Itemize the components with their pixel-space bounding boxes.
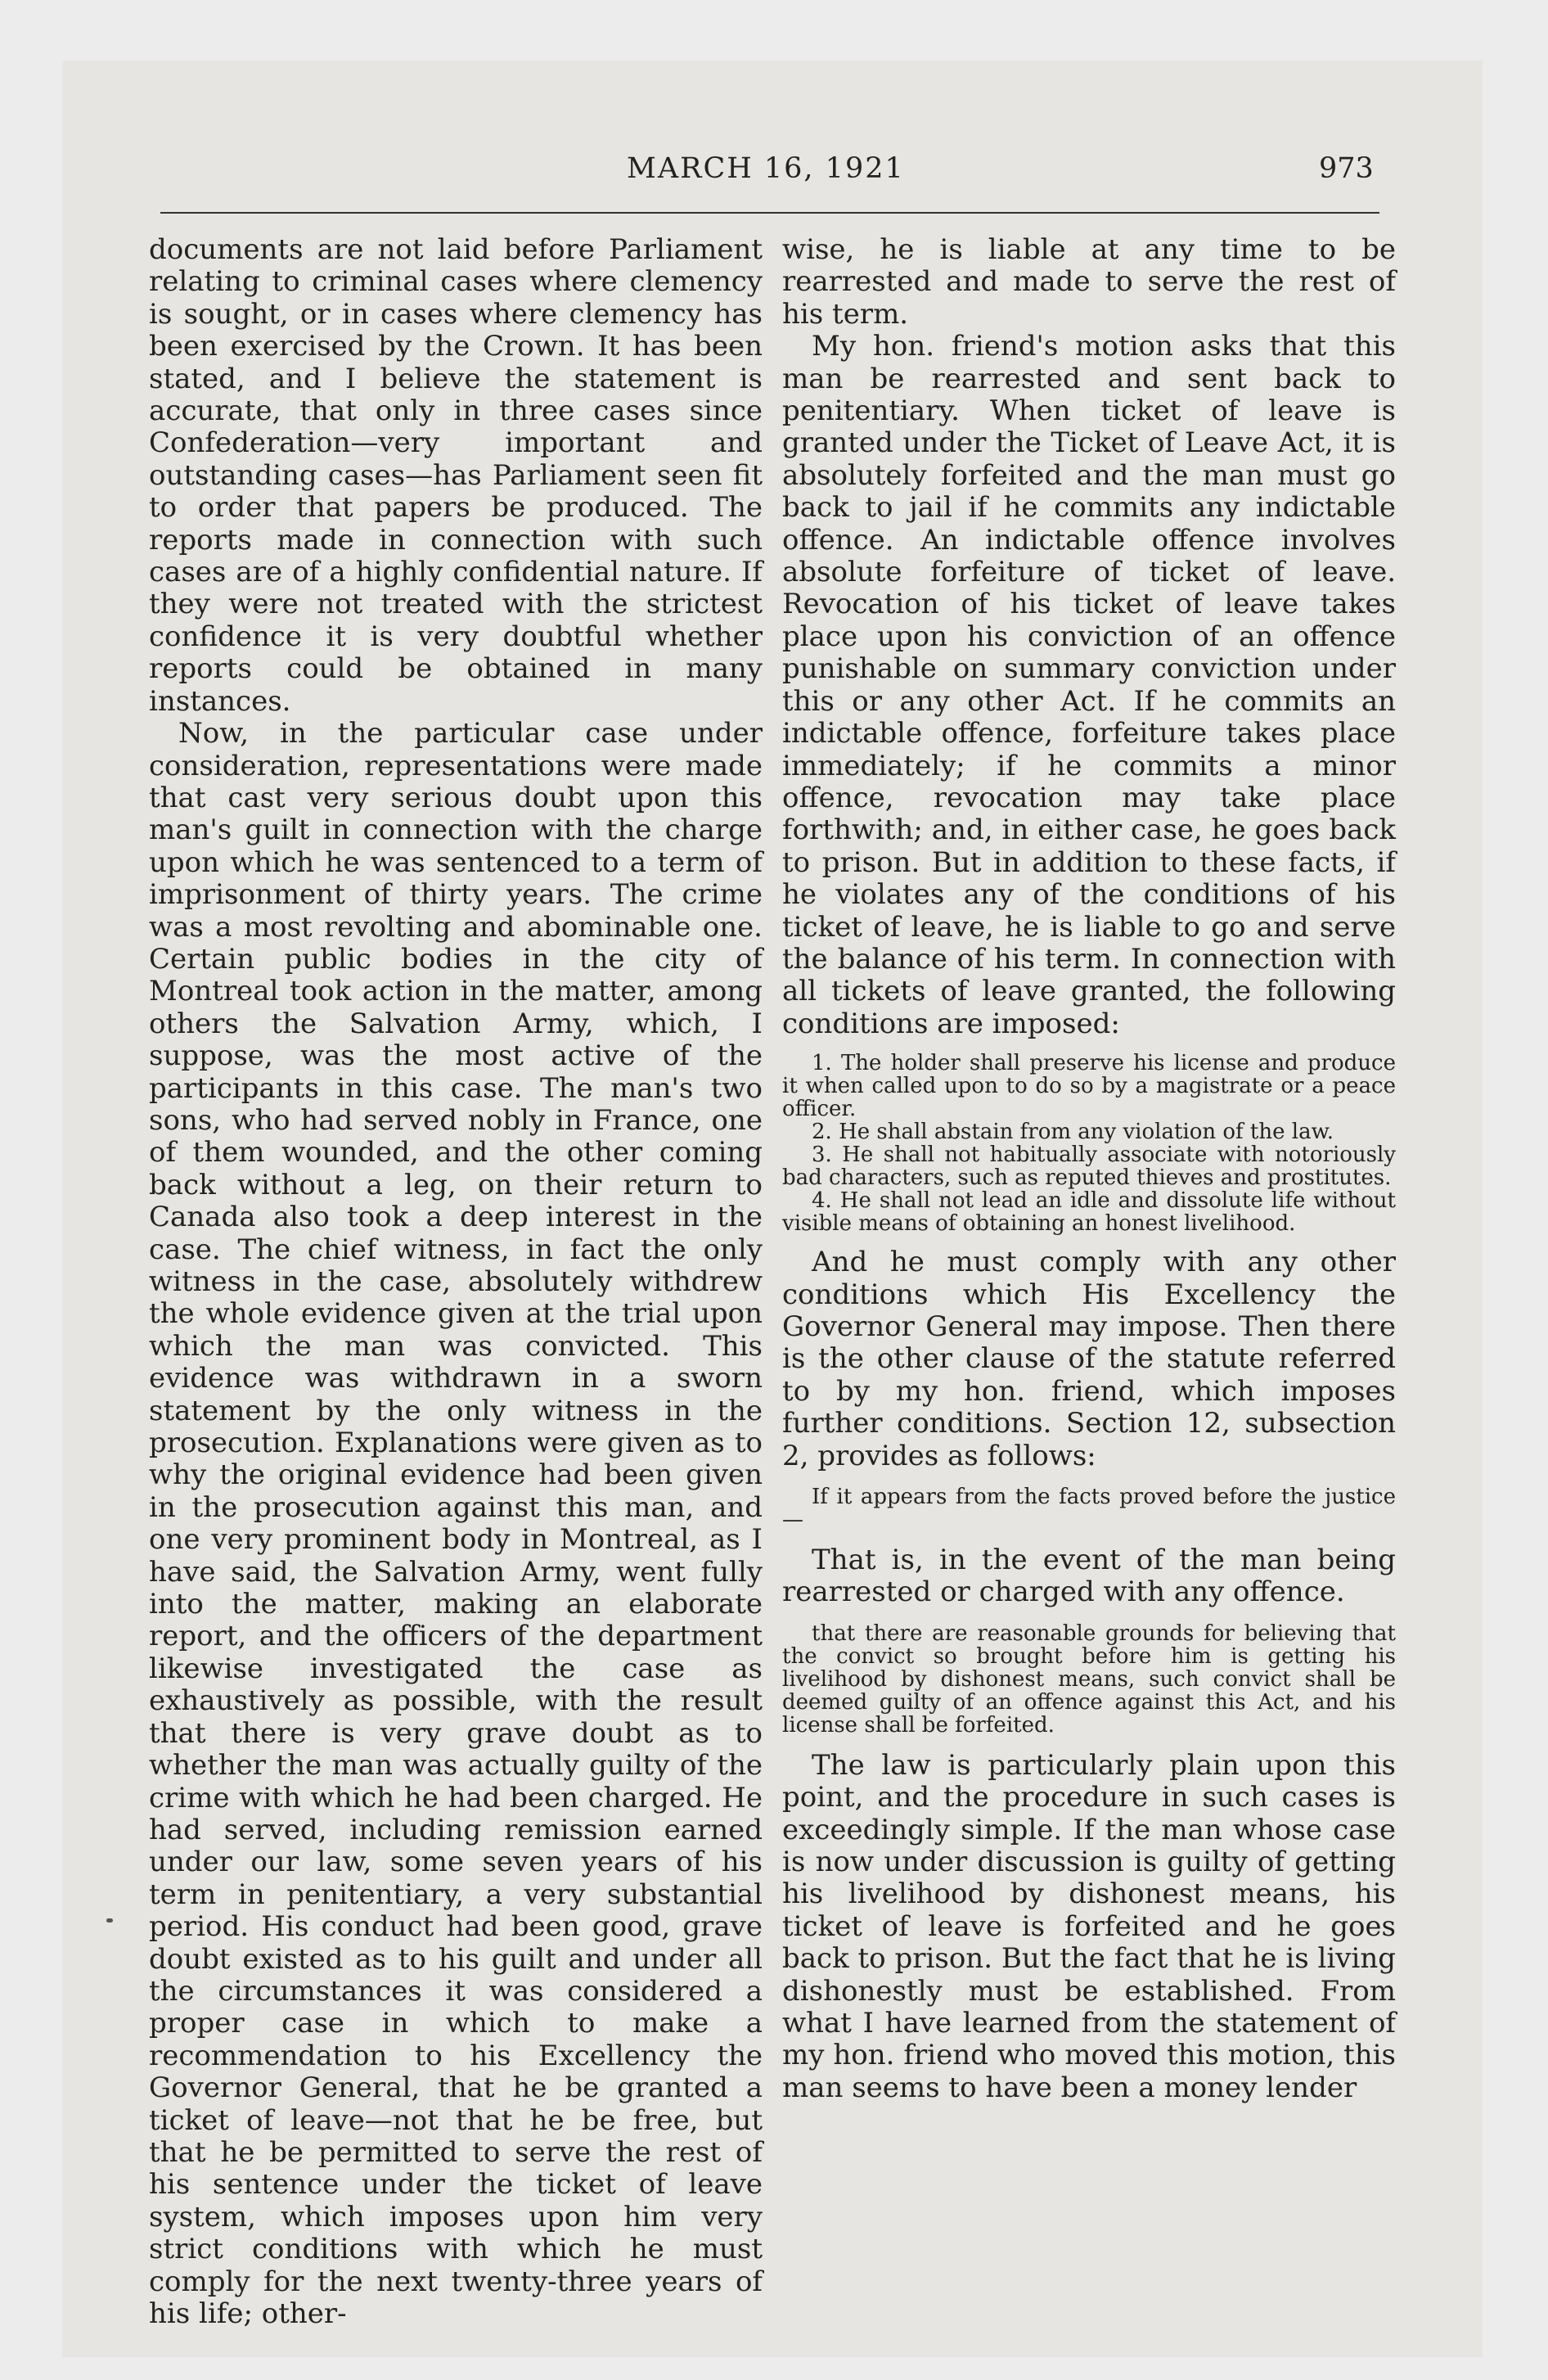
condition-item: 3. He shall not habitually associate with notoriously bad characters, such as reputed thieves and prostitutes. [782, 1143, 1396, 1191]
statute-quote-1: If it appears from the facts proved before the justice— [782, 1485, 1396, 1532]
page-number: 973 [1319, 152, 1374, 185]
right-paragraph-4: That is, in the event of the man being rearrested or charged with any offence. [782, 1544, 1396, 1609]
statute-quote-2: that there are reasonable grounds for believing that the convict so brought before him is getting his livelihood by dishonest means, such convict shall be deemed guilty of an offence against this Act, and his license shall be forfeited. [782, 1620, 1396, 1738]
condition-item: 4. He shall not lead an idle and dissolute life without visible means of obtaining an honest livelihood. [782, 1188, 1396, 1237]
left-paragraph-2: Now, in the particular case under consideration, representations were made that cast very serious doubt upon this man's guilt in connection with the charge upon which he was sentenced to a term of imprisonment of thirty years. The crime was a most revolting and abominable one. Certain public bodies in the city of Montreal took action in the matter, among others the Salvation Army, which, I suppose, was the most active of the participants in this case. The man's two sons, who had served nobly in France, one of them wounded, and the other coming back without a leg, on their return to Canada also took a deep interest in the case. The chief witness, in fact the only witness in the case, absolutely withdrew the whole evidence given at the trial upon which the man was convicted. This evidence was withdrawn in a sworn statement by the only witness in the prosecution. Explanations were given as to why the original evidence had been given in the prosecution against this man, and one very prominent body in Montreal, as I have said, the Salvation Army, went fully into the matter, making an elaborate report, and the officers of the department likewise investigated the case as exhaustively as possible, with the result that there is very grave doubt as to whether the man was actually guilty of the crime with which he had been charged. He had served, including remission earned under our law, some seven years of his term in penitentiary, a very substantial period. His conduct had been good, grave doubt existed as to his guilt and under all the circumstances it was considered a proper case in which to make a recommendation to his Excellency the Governor General, that he be granted a ticket of leave—not that he be free, but that he be permitted to serve the rest of his sentence under the ticket of leave system, which imposes upon him very strict conditions with which he must comply for the next twenty-three years of his life; other- [149, 717, 763, 2330]
document-page [62, 61, 1483, 2357]
margin-mark [106, 1918, 113, 1922]
running-head-date: MARCH 16, 1921 [627, 152, 905, 185]
right-paragraph-5: The law is particularly plain upon this point, and the procedure in such cases is exceedingly simple. If the man whose case is now under discussion is guilty of getting his livelihood by dishonest means, his ticket of leave is forfeited and he goes back to prison. But the fact that he is living dishonestly must be established. From what I have learned from the statement of my hon. friend who moved this motion, this man seems to have been a money lender [782, 1748, 1396, 2104]
right-paragraph-1: wise, he is liable at any time to be rearrested and made to serve the rest of his term. [782, 233, 1396, 331]
ticket-of-leave-conditions [782, 1052, 1396, 1235]
condition-item: 2. He shall abstain from any violation of the law. [812, 1120, 1334, 1145]
left-paragraph-1: documents are not laid before Parliament relating to criminal cases where clemency is sought, or in cases where clemency has been exercised by the Crown. It has been stated, and I believe the statement is accurate, that only in three cases since Confederation—very important and outstanding cases—has Parliament seen fit to order that papers be produced. The reports made in connection with such cases are of a highly confidential nature. If they were not treated with the strictest confidence it is very doubtful whether reports could be obtained in many instances. [149, 233, 763, 718]
condition-item: 1. The holder shall preserve his license and produce it when called upon to do so by a magistrate or a peace officer. [782, 1051, 1396, 1122]
page-header [62, 152, 1483, 201]
right-paragraph-2: My hon. friend's motion asks that this man be rearrested and sent back to penitentiary. When ticket of leave is granted under the Ticket of Leave Act, it is absolutely forfeited and the man must go back to jail if he commits any indictable offence. An indictable offence involves absolute forfeiture of ticket of leave. Revocation of his ticket of leave takes place upon his conviction of an offence punishable on summary conviction under this or any other Act. If he commits an indictable offence, forfeiture takes place immediately; if he commits a minor offence, revocation may take place forthwith; and, in either case, he goes back to prison. But in addition to these facts, if he violates any of the conditions of his ticket of leave, he is liable to go and serve the balance of his term. In connection with all tickets of leave granted, the following conditions are imposed: [782, 330, 1396, 1040]
left-column [149, 234, 763, 2330]
right-paragraph-3: And he must comply with any other conditions which His Excellency the Governor General may impose. Then there is the other clause of the statute referred to by my hon. friend, which imposes further conditions. Section 12, subsection 2, provides as follows: [782, 1246, 1396, 1472]
header-rule [160, 212, 1379, 214]
right-column [782, 234, 1396, 2104]
